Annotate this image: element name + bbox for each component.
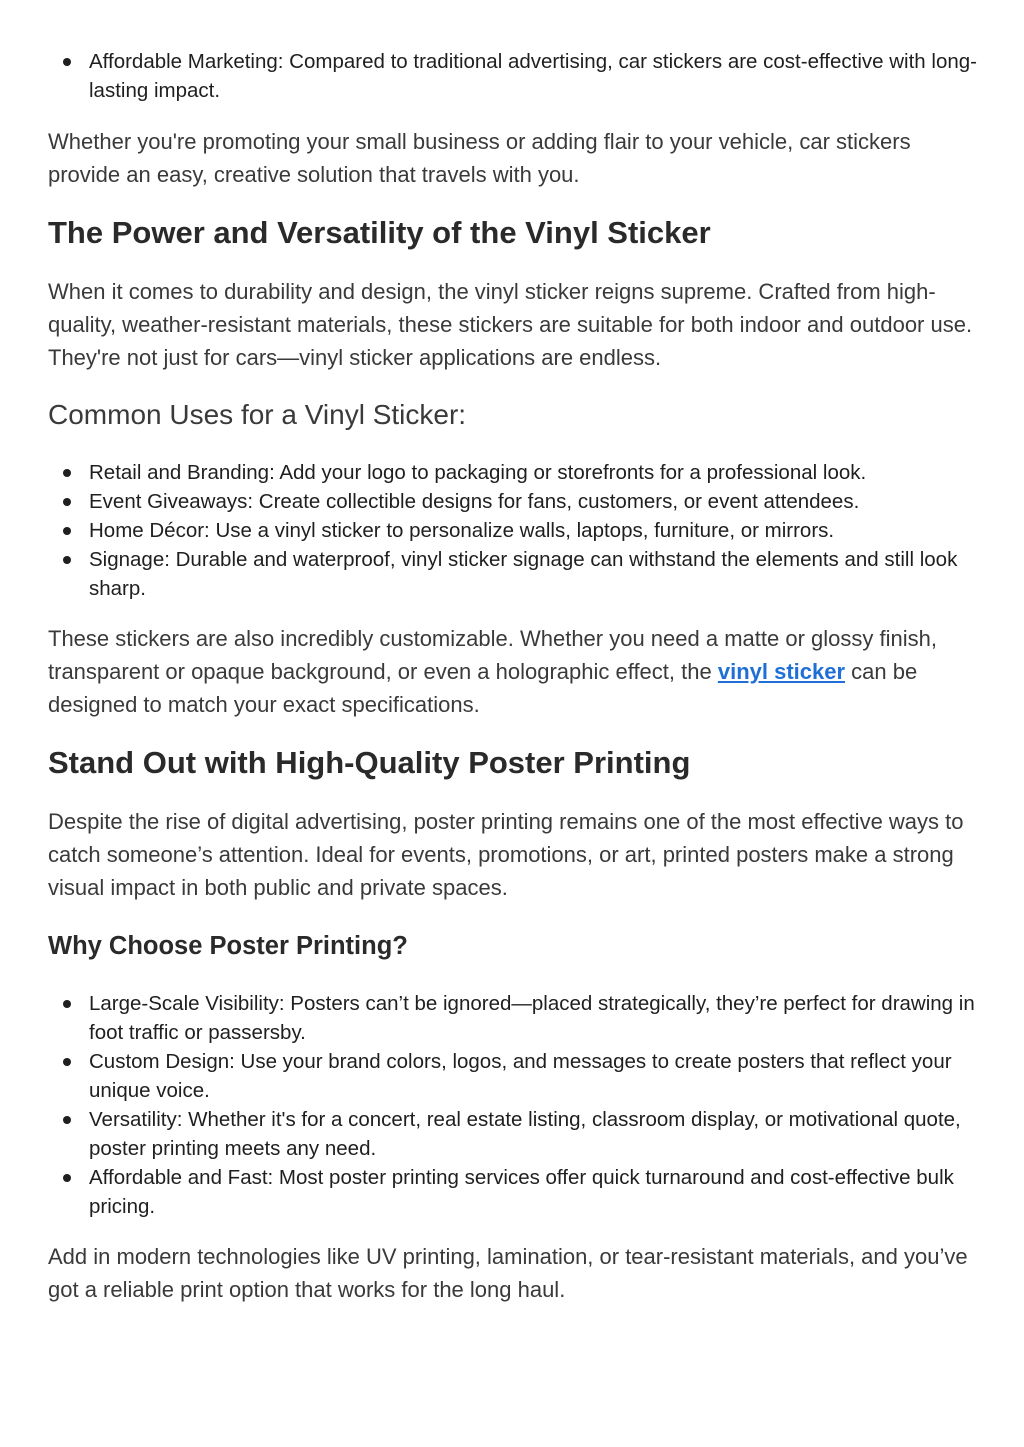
vinyl-section-heading: The Power and Versatility of the Vinyl Sticker bbox=[48, 215, 711, 250]
vinyl-uses-list bbox=[48, 458, 978, 603]
list-item: Affordable and Fast: Most poster printing services offer quick turnaround and cost-effective bulk pricing. bbox=[48, 1163, 978, 1221]
list-item: Retail and Branding: Add your logo to packaging or storefronts for a professional look. bbox=[48, 458, 978, 487]
poster-section-heading: Stand Out with High-Quality Poster Printing bbox=[48, 745, 691, 780]
vinyl-sticker-link[interactable]: vinyl sticker bbox=[717, 659, 846, 684]
list-item: Signage: Durable and waterproof, vinyl sticker signage can withstand the elements and still look sharp. bbox=[48, 545, 978, 603]
closing-paragraph: Add in modern technologies like UV printing, lamination, or tear-resistant materials, and you’ve got a reliable print option that works for the long haul. bbox=[48, 1244, 968, 1302]
customizable-text-start: These stickers are also incredibly customizable. Whether you need a matte or glossy finish, transparent or opaque background, or even a holographic effect, the bbox=[48, 626, 937, 684]
poster-paragraph: Despite the rise of digital advertising, poster printing remains one of the most effective ways to catch someone’s attention. Ideal for events, promotions, or art, printed posters make a strong visual impact in both public and private spaces. bbox=[48, 809, 964, 900]
poster-reasons-list bbox=[48, 989, 978, 1221]
list-item: Custom Design: Use your brand colors, logos, and messages to create posters that reflect your unique voice. bbox=[48, 1047, 978, 1105]
customizable-paragraph bbox=[48, 622, 978, 721]
poster-reasons-subheading: Why Choose Poster Printing? bbox=[48, 932, 408, 960]
list-item: Event Giveaways: Create collectible designs for fans, customers, or event attendees. bbox=[48, 487, 978, 516]
list-item: Large-Scale Visibility: Posters can’t be ignored—placed strategically, they’re perfect for drawing in foot traffic or passersby. bbox=[48, 989, 978, 1047]
customizable-text-end: can be designed to match your exact specifications. bbox=[48, 659, 918, 717]
list-item: Home Décor: Use a vinyl sticker to personalize walls, laptops, furniture, or mirrors. bbox=[48, 516, 978, 545]
list-item: Affordable Marketing: Compared to traditional advertising, car stickers are cost-effective with long-lasting impact. bbox=[48, 47, 978, 105]
list-item: Versatility: Whether it's for a concert, real estate listing, classroom display, or motivational quote, poster printing meets any need. bbox=[48, 1105, 978, 1163]
intro-paragraph: Whether you're promoting your small business or adding flair to your vehicle, car stickers provide an easy, creative solution that travels with you. bbox=[48, 129, 911, 187]
vinyl-paragraph: When it comes to durability and design, the vinyl sticker reigns supreme. Crafted from high-quality, weather-resistant materials, these stickers are suitable for both indoor and outdoor use. They're not just for cars—vinyl sticker applications are endless. bbox=[48, 279, 973, 370]
top-bullet-list bbox=[48, 47, 978, 105]
vinyl-uses-subheading: Common Uses for a Vinyl Sticker: bbox=[48, 399, 467, 430]
